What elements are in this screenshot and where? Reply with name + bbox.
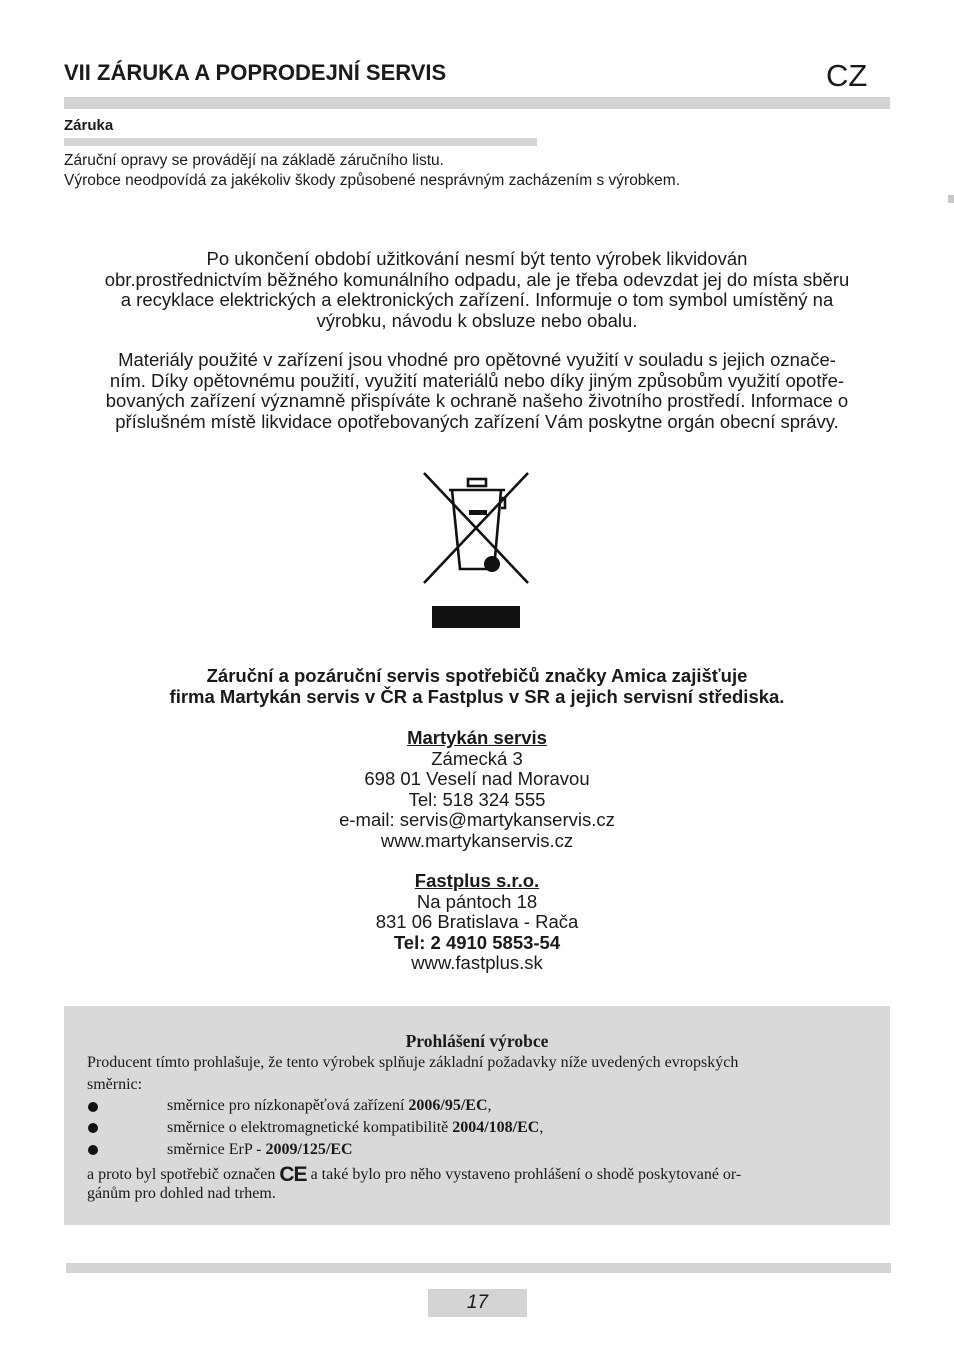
page-title: VII ZÁRUKA A POPRODEJNÍ SERVIS — [64, 60, 447, 85]
directive-code: 2006/95/EC — [408, 1097, 488, 1114]
company-name: Fastplus s.r.o. — [414, 870, 540, 891]
bullet-icon — [88, 1145, 98, 1155]
declaration-text: směrnic: — [87, 1076, 143, 1093]
declaration-text — [87, 1163, 741, 1187]
footer-divider — [66, 1263, 891, 1273]
text-line: ním. Díky opětovnému použití, využití materiálů nebo díky jiným způsobům využití opotře- — [109, 369, 845, 391]
street: Na pántoch 18 — [416, 890, 538, 912]
directive-tail: , — [487, 1097, 492, 1114]
warranty-line: Výrobce neodpovídá za jakékoliv škody způsobené nesprávným zacházením s výrobkem. — [64, 172, 681, 189]
phone: Tel: 2 4910 5853-54 — [393, 931, 561, 953]
language-code: CZ — [826, 58, 868, 93]
street: Zámecká 3 — [431, 747, 523, 769]
city: 831 06 Bratislava - Rača — [375, 911, 579, 932]
declaration-text-part: a také bylo pro něho vystaveno prohlášení o shodě poskytované or- — [310, 1166, 742, 1183]
text-line: příslušném místě likvidace opotřebovaných zařízení Vám poskytne orgán obecní správy. — [115, 410, 839, 432]
directive-code: 2009/125/EC — [265, 1141, 353, 1158]
website: www.martykanservis.cz — [380, 829, 574, 851]
directive-item — [167, 1119, 543, 1137]
text-line: obr.prostřednictvím běžného komunálního odpadu, ale je třeba odevzdat jej do místa sběru — [104, 268, 850, 290]
declaration-title: Prohlášení výrobce — [405, 1031, 549, 1051]
edge-mark — [948, 195, 954, 203]
directive-item — [167, 1097, 492, 1115]
email: e-mail: servis@martykanservis.cz — [339, 809, 615, 830]
black-bar — [432, 606, 520, 628]
bullet-icon — [88, 1123, 98, 1133]
crossed-out-wheelie-bin-icon — [421, 470, 531, 586]
company-name: Martykán servis — [407, 727, 547, 748]
bullet-icon — [88, 1102, 98, 1112]
section-divider — [64, 138, 537, 146]
warranty-line: Záruční opravy se provádějí na základě záručního listu. — [64, 152, 444, 169]
text-line: bovaných zařízení významně přispíváte k ochraně našeho životního prostředí. Informace o — [105, 390, 849, 411]
directive-label: směrnice pro nízkonapěťová zařízení — [167, 1097, 409, 1114]
service-intro-line: firma Martykán servis v ČR a Fastplus v SR a jejich servisní střediska. — [169, 686, 785, 707]
directive-label: směrnice o elektromagnetické kompatibilitě — [167, 1119, 453, 1136]
header-divider — [64, 97, 890, 109]
fastplus-address — [64, 871, 890, 974]
martykan-address — [64, 728, 890, 851]
directive-label: směrnice ErP - — [167, 1141, 266, 1158]
city: 698 01 Veselí nad Moravou — [364, 768, 590, 789]
declaration-text-part: a proto byl spotřebič označen — [87, 1166, 276, 1183]
page-number: 17 — [428, 1289, 527, 1317]
directive-item — [167, 1141, 353, 1159]
service-intro-line: Záruční a pozáruční servis spotřebičů značky Amica zajišťuje — [206, 665, 748, 686]
directive-tail: , — [539, 1119, 544, 1136]
materials-paragraph — [64, 350, 890, 432]
text-line: Materiály použité v zařízení jsou vhodné pro opětovné využití v souladu s jejich označe- — [118, 349, 836, 370]
directive-code: 2004/108/EC — [452, 1119, 540, 1136]
disposal-paragraph — [64, 249, 890, 331]
text-line: výrobku, návodu k obsluze nebo obalu. — [316, 309, 638, 331]
declaration-text: Producent tímto prohlašuje, že tento výrobek splňuje základní požadavky níže uvedených evropských — [87, 1054, 739, 1071]
declaration-text: gánům pro dohled nad trhem. — [87, 1185, 276, 1202]
phone: Tel: 518 324 555 — [408, 788, 546, 810]
manufacturer-declaration-box — [64, 1006, 890, 1225]
website: www.fastplus.sk — [411, 952, 543, 973]
text-line: a recyklace elektrických a elektronických zařízení. Informuje o tom symbol umístěný na — [120, 289, 834, 310]
text-line: Po ukončení období užitkování nesmí být tento výrobek likvidován — [206, 248, 748, 269]
ce-mark-icon: CE — [279, 1163, 307, 1186]
section-heading: Záruka — [64, 117, 114, 134]
